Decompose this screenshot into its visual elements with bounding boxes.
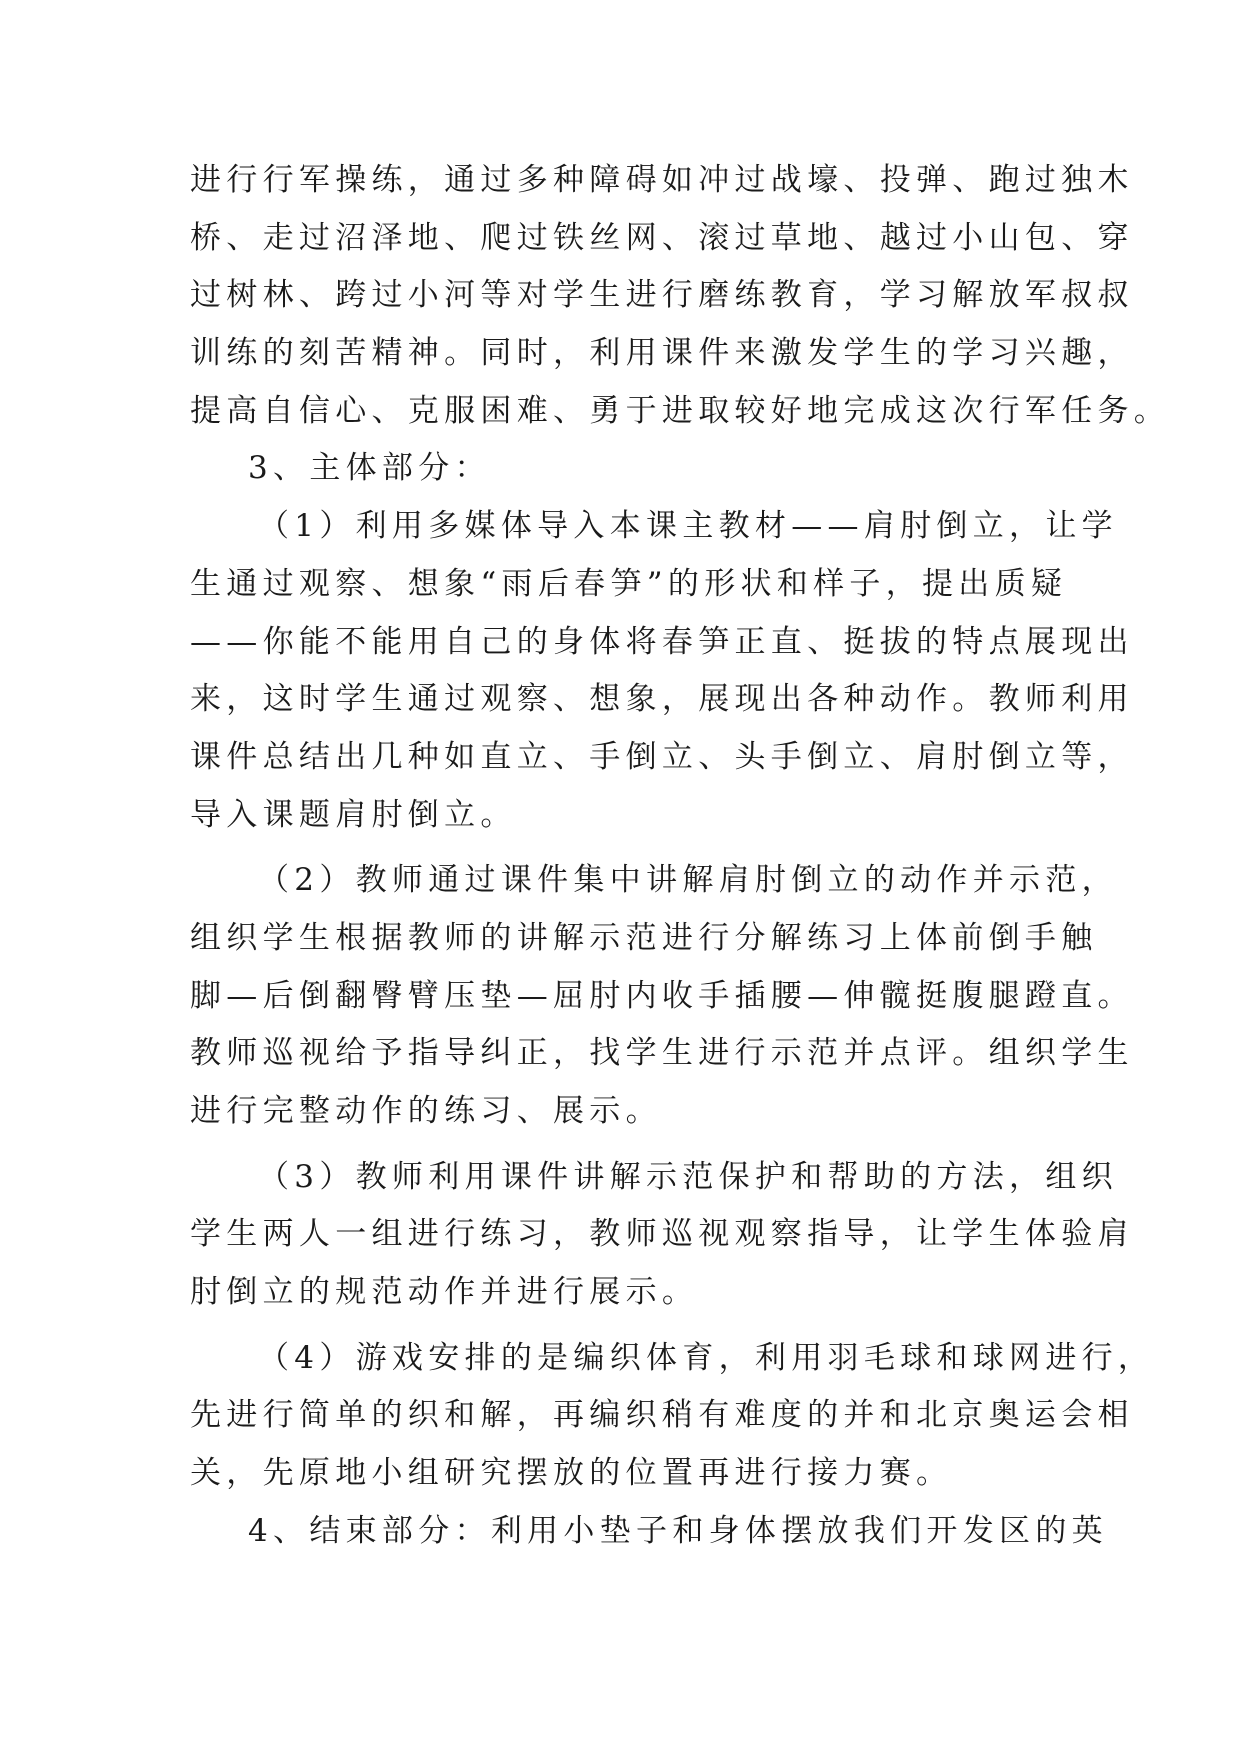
paragraph-item-2 — [190, 852, 1134, 1140]
text-line: （2）教师通过课件集中讲解肩肘倒立的动作并示范， — [258, 862, 1118, 899]
text-line: 关，先原地小组研究摆放的位置再进行接力赛。 — [190, 1455, 953, 1492]
text-line: 桥、走过沼泽地、爬过铁丝网、滚过草地、越过小山包、穿 — [190, 219, 1134, 256]
text-line: （3）教师利用课件讲解示范保护和帮助的方法，组织 — [258, 1158, 1118, 1195]
text-line: 过树林、跨过小河等对学生进行磨练教育，学习解放军叔叔 — [190, 277, 1134, 314]
paragraph-item-1 — [190, 498, 1134, 844]
text-line: 训练的刻苦精神。同时，利用课件来激发学生的学习兴趣， — [190, 335, 1134, 372]
text-line: ——你能不能用自己的身体将春笋正直、挺拔的特点展现出 — [190, 623, 1134, 660]
text-line: 生通过观察、想象“雨后春笋”的形状和样子，提出质疑 — [190, 565, 1068, 602]
text-line: 肘倒立的规范动作并进行展示。 — [190, 1274, 699, 1311]
paragraph-item-3 — [190, 1149, 1134, 1322]
text-line: 学生两人一组进行练习，教师巡视观察指导，让学生体验肩 — [190, 1216, 1134, 1253]
text-line: （1）利用多媒体导入本课主教材——肩肘倒立，让学 — [258, 508, 1118, 545]
section-heading-closing-part — [190, 1503, 1108, 1561]
text-line: 进行行军操练，通过多种障碍如冲过战壕、投弹、跑过独木 — [190, 162, 1134, 198]
document-body — [190, 152, 1171, 1561]
text-line: 课件总结出几种如直立、手倒立、头手倒立、肩肘倒立等， — [190, 738, 1134, 775]
text-line: 进行完整动作的练习、展示。 — [190, 1093, 662, 1129]
text-line: 来，这时学生通过观察、想象，展现出各种动作。教师利用 — [190, 681, 1134, 718]
text-line: 提高自信心、克服困难、勇于进取较好地完成这次行军任务。 — [190, 392, 1171, 429]
section-heading: 3、主体部分： — [248, 450, 491, 487]
section-heading-main-part — [190, 440, 1070, 498]
text-line: （4）游戏安排的是编织体育，利用羽毛球和球网进行， — [258, 1339, 1155, 1376]
text-line: 脚—后倒翻臀臂压垫—屈肘内收手插腰—伸髋挺腹腿蹬直。 — [190, 977, 1134, 1014]
paragraph-item-4 — [190, 1330, 1155, 1503]
text-line: 导入课题肩肘倒立。 — [190, 796, 517, 833]
text-line: 组织学生根据教师的讲解示范进行分解练习上体前倒手触 — [190, 919, 1098, 956]
section-heading: 4、结束部分：利用小垫子和身体摆放我们开发区的英 — [248, 1512, 1108, 1549]
paragraph-intro-continuation — [190, 152, 1171, 440]
text-line: 先进行简单的织和解，再编织稍有难度的并和北京奥运会相 — [190, 1397, 1134, 1434]
text-line: 教师巡视给予指导纠正，找学生进行示范并点评。组织学生 — [190, 1035, 1134, 1072]
